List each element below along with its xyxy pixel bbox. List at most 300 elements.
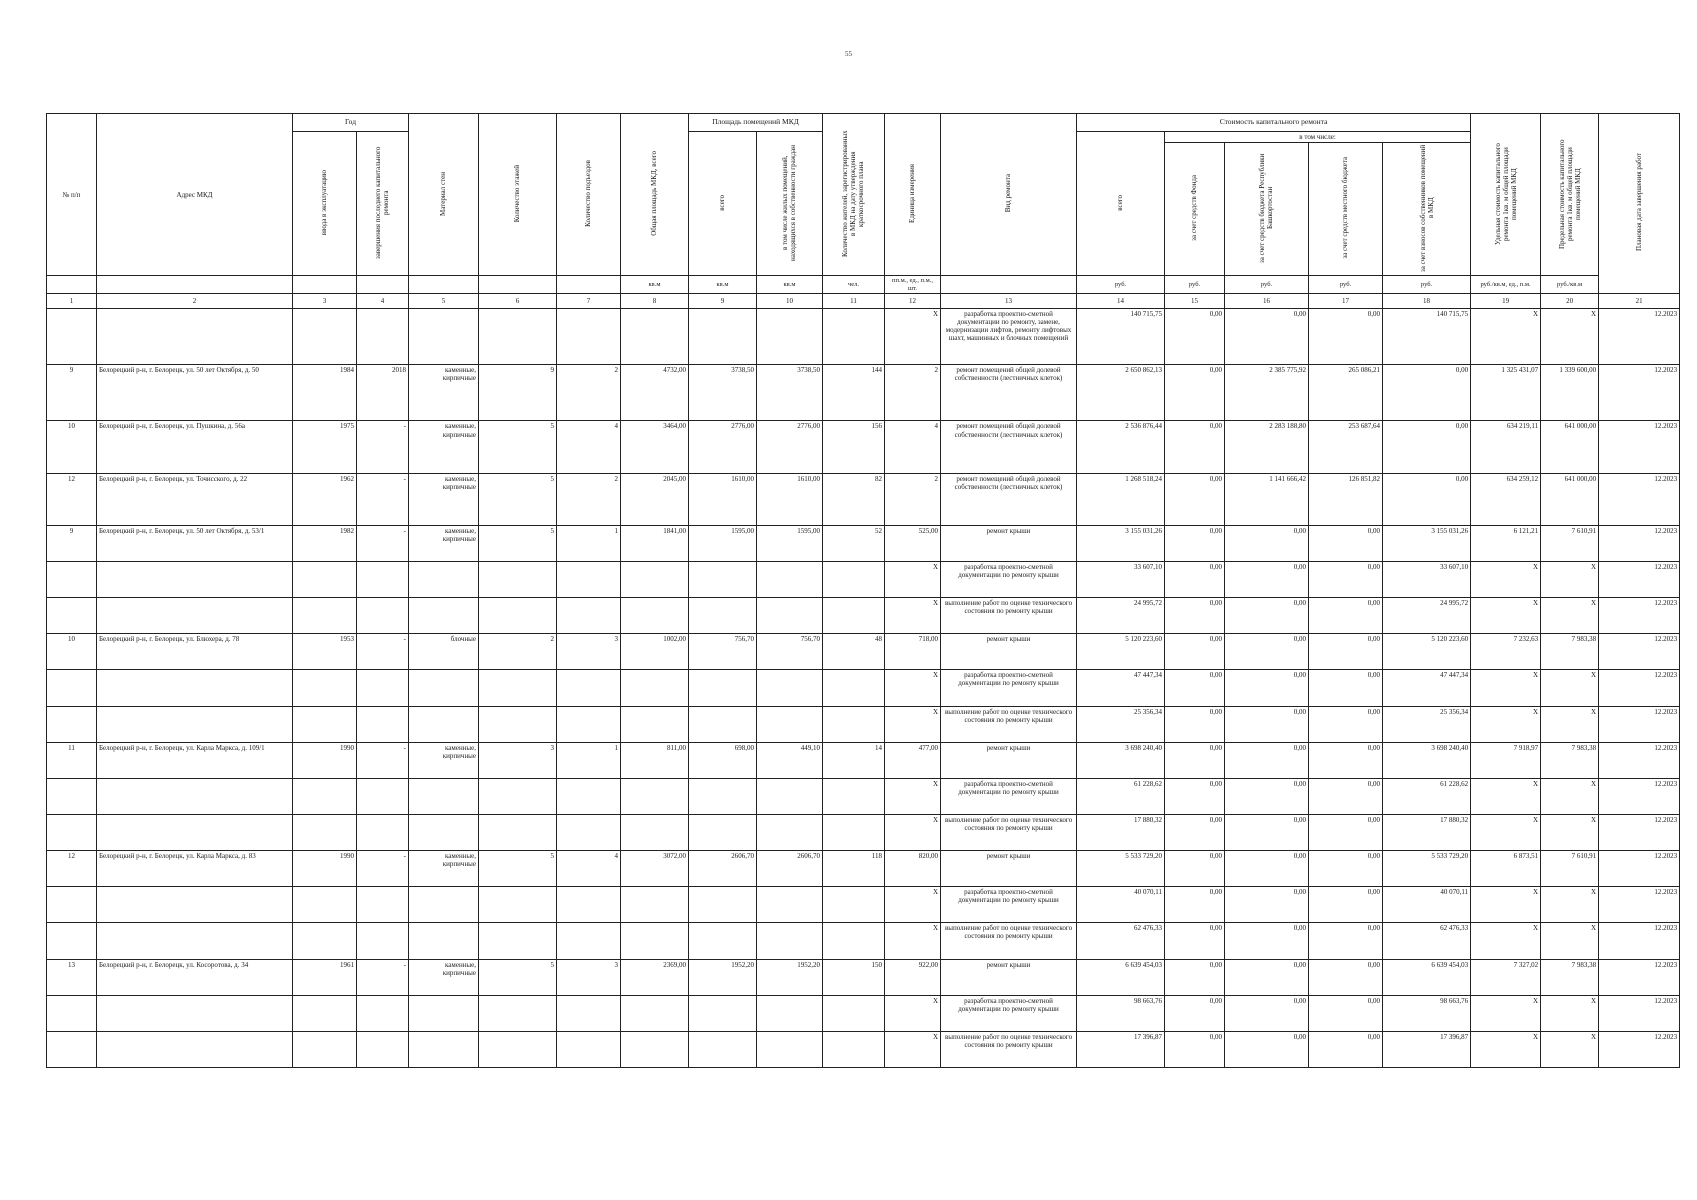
cell-max-cost: 7 983,38 (1541, 634, 1599, 670)
cell-row-number (47, 778, 97, 814)
cell-repair-type: разработка проектно-сметной документации по ремонту, замене, модернизации лифтов, ремонту лифтовых шахт, машинных и блочных помещений (941, 309, 1077, 365)
cell-cost-republic: 0,00 (1225, 309, 1309, 365)
cell-area-owned: 756,70 (757, 634, 823, 670)
cell-total-area: 4732,00 (621, 365, 689, 421)
cell-cost-owners: 5 533 729,20 (1383, 851, 1471, 887)
cell-address (97, 815, 293, 851)
cell-cost-fund: 0,00 (1165, 309, 1225, 365)
column-numbers-row (47, 294, 1680, 309)
cell-unit-cost: X (1471, 815, 1541, 851)
cell-area-total (689, 778, 757, 814)
unit-11: чел. (823, 276, 885, 294)
cell-area-owned (757, 1031, 823, 1067)
cell-cost-republic: 2 283 188,80 (1225, 421, 1309, 473)
cell-total-area (621, 1031, 689, 1067)
cell-row-number (47, 309, 97, 365)
header-plan-date: Плановая дата завершения работ (1599, 114, 1680, 294)
cell-max-cost: 7 610,91 (1541, 851, 1599, 887)
cell-cost-total: 33 607,10 (1077, 562, 1165, 598)
cell-max-cost: X (1541, 309, 1599, 365)
cell-total-area (621, 815, 689, 851)
cell-cost-total: 40 070,11 (1077, 887, 1165, 923)
cell-year-built: 1953 (293, 634, 357, 670)
unit-14: руб. (1077, 276, 1165, 294)
header-no: № п/п (47, 114, 97, 276)
cell-unit-value: X (885, 562, 941, 598)
cell-cost-total: 2 650 862,13 (1077, 365, 1165, 421)
cell-total-area (621, 778, 689, 814)
cell-row-number (47, 1031, 97, 1067)
cell-address: Белорецкий р-н, г. Белорецк, ул. Косоротова, д. 34 (97, 959, 293, 995)
cell-year-repair: - (357, 959, 409, 995)
cell-plan-date: 12.2023 (1599, 1031, 1680, 1067)
cell-cost-republic: 0,00 (1225, 815, 1309, 851)
cell-address: Белорецкий р-н, г. Белорецк, ул. Карла Маркса, д. 109/1 (97, 742, 293, 778)
cell-residents: 14 (823, 742, 885, 778)
header-area-total: всего (689, 132, 757, 276)
cell-cost-owners: 33 607,10 (1383, 562, 1471, 598)
header-area-group: Площадь помещений МКД (689, 114, 823, 132)
cell-plan-date: 12.2023 (1599, 851, 1680, 887)
cell-cost-total: 17 880,32 (1077, 815, 1165, 851)
cell-cost-owners: 98 663,76 (1383, 995, 1471, 1031)
table-row (47, 706, 1680, 742)
cell-cost-total: 6 639 454,03 (1077, 959, 1165, 995)
cell-cost-fund: 0,00 (1165, 525, 1225, 561)
cell-entrances (557, 1031, 621, 1067)
cell-residents: 52 (823, 525, 885, 561)
cell-cost-local: 0,00 (1309, 634, 1383, 670)
cell-repair-type: ремонт помещений общей долевой собственности (лестничных клеток) (941, 421, 1077, 473)
cell-area-total (689, 706, 757, 742)
table-row (47, 923, 1680, 959)
cell-year-repair (357, 815, 409, 851)
cell-repair-type: разработка проектно-сметной документации по ремонту крыши (941, 670, 1077, 706)
cell-cost-local: 0,00 (1309, 923, 1383, 959)
cell-area-owned (757, 887, 823, 923)
cell-year-repair (357, 598, 409, 634)
cell-total-area (621, 670, 689, 706)
cell-cost-total: 5 120 223,60 (1077, 634, 1165, 670)
cell-area-total (689, 815, 757, 851)
cell-area-owned (757, 923, 823, 959)
cell-unit-cost: 7 327,02 (1471, 959, 1541, 995)
cell-residents (823, 309, 885, 365)
cell-cost-fund: 0,00 (1165, 815, 1225, 851)
cell-wall-material: каменные, кирпичные (409, 851, 479, 887)
header-total-area: Общая площадь МКД, всего (621, 114, 689, 276)
cell-area-total: 2776,00 (689, 421, 757, 473)
cell-area-owned (757, 309, 823, 365)
cell-wall-material: каменные, кирпичные (409, 525, 479, 561)
cell-floors (479, 1031, 557, 1067)
unit-15: руб. (1165, 276, 1225, 294)
unit-8: кв.м (621, 276, 689, 294)
cell-residents (823, 923, 885, 959)
cell-unit-value: X (885, 1031, 941, 1067)
cell-wall-material: блочные (409, 634, 479, 670)
cell-row-number (47, 995, 97, 1031)
cell-max-cost: 7 983,38 (1541, 742, 1599, 778)
header-floors: Количество этажей (479, 114, 557, 276)
cell-floors: 3 (479, 742, 557, 778)
cell-year-built: 1982 (293, 525, 357, 561)
cell-area-total (689, 309, 757, 365)
cell-total-area (621, 887, 689, 923)
cell-unit-cost: X (1471, 887, 1541, 923)
cell-wall-material: каменные, кирпичные (409, 365, 479, 421)
cell-plan-date: 12.2023 (1599, 815, 1680, 851)
cell-repair-type: ремонт крыши (941, 959, 1077, 995)
cell-floors: 2 (479, 634, 557, 670)
cell-area-total (689, 562, 757, 598)
cell-year-built: 1990 (293, 742, 357, 778)
cell-year-repair: - (357, 742, 409, 778)
cell-total-area (621, 995, 689, 1031)
capital-repair-table (46, 113, 1680, 1068)
cell-cost-local: 0,00 (1309, 670, 1383, 706)
cell-repair-type: ремонт помещений общей долевой собственности (лестничных клеток) (941, 365, 1077, 421)
unit-16: руб. (1225, 276, 1309, 294)
cell-cost-fund: 0,00 (1165, 1031, 1225, 1067)
cell-residents: 156 (823, 421, 885, 473)
cell-residents: 118 (823, 851, 885, 887)
cell-unit-cost: X (1471, 598, 1541, 634)
cell-row-number: 9 (47, 525, 97, 561)
cell-unit-value: 820,00 (885, 851, 941, 887)
header-cost-group: Стоимость капитального ремонта (1077, 114, 1471, 132)
cell-year-repair (357, 778, 409, 814)
cell-area-owned (757, 562, 823, 598)
column-number: 8 (621, 294, 689, 309)
cell-residents: 150 (823, 959, 885, 995)
cell-plan-date: 12.2023 (1599, 562, 1680, 598)
cell-year-repair (357, 706, 409, 742)
cell-year-built (293, 670, 357, 706)
cell-cost-local: 0,00 (1309, 815, 1383, 851)
cell-cost-owners: 24 995,72 (1383, 598, 1471, 634)
cell-row-number (47, 562, 97, 598)
cell-repair-type: ремонт крыши (941, 851, 1077, 887)
header-wall-material: Материал стен (409, 114, 479, 276)
table-row (47, 365, 1680, 421)
cell-area-owned (757, 670, 823, 706)
cell-cost-owners: 3 155 031,26 (1383, 525, 1471, 561)
column-number: 15 (1165, 294, 1225, 309)
cell-area-total: 698,00 (689, 742, 757, 778)
cell-area-total (689, 598, 757, 634)
cell-unit-value: X (885, 309, 941, 365)
cell-unit-cost: 7 918,97 (1471, 742, 1541, 778)
cell-repair-type: выполнение работ по оценке технического состояния по ремонту крыши (941, 598, 1077, 634)
cell-repair-type: ремонт крыши (941, 634, 1077, 670)
column-number: 3 (293, 294, 357, 309)
cell-max-cost: X (1541, 706, 1599, 742)
cell-cost-fund: 0,00 (1165, 742, 1225, 778)
cell-cost-owners: 3 698 240,40 (1383, 742, 1471, 778)
cell-wall-material: каменные, кирпичные (409, 421, 479, 473)
cell-total-area (621, 309, 689, 365)
cell-year-repair (357, 309, 409, 365)
cell-year-repair: 2018 (357, 365, 409, 421)
cell-area-owned: 1610,00 (757, 473, 823, 525)
cell-cost-republic: 0,00 (1225, 1031, 1309, 1067)
cell-year-repair: - (357, 634, 409, 670)
cell-row-number (47, 706, 97, 742)
cell-address: Белорецкий р-н, г. Белорецк, ул. 50 лет Октября, д. 53/1 (97, 525, 293, 561)
cell-year-built (293, 309, 357, 365)
cell-max-cost: 7 983,38 (1541, 959, 1599, 995)
cell-area-owned (757, 815, 823, 851)
cell-cost-owners: 6 639 454,03 (1383, 959, 1471, 995)
cell-entrances: 2 (557, 473, 621, 525)
cell-unit-cost: X (1471, 706, 1541, 742)
cell-wall-material (409, 923, 479, 959)
cell-entrances: 1 (557, 525, 621, 561)
cell-cost-republic: 0,00 (1225, 598, 1309, 634)
cell-row-number (47, 887, 97, 923)
cell-cost-total: 5 533 729,20 (1077, 851, 1165, 887)
cell-max-cost: 1 339 600,00 (1541, 365, 1599, 421)
cell-residents: 144 (823, 365, 885, 421)
cell-entrances (557, 562, 621, 598)
cell-year-repair: - (357, 525, 409, 561)
cell-residents: 48 (823, 634, 885, 670)
cell-residents: 82 (823, 473, 885, 525)
cell-year-built: 1961 (293, 959, 357, 995)
cell-cost-local: 253 687,64 (1309, 421, 1383, 473)
cell-plan-date: 12.2023 (1599, 742, 1680, 778)
cell-repair-type: разработка проектно-сметной документации по ремонту крыши (941, 778, 1077, 814)
cell-cost-total: 61 228,62 (1077, 778, 1165, 814)
cell-cost-fund: 0,00 (1165, 365, 1225, 421)
column-number: 4 (357, 294, 409, 309)
column-number: 20 (1541, 294, 1599, 309)
column-number: 1 (47, 294, 97, 309)
unit-19: руб./кв.м, ед., п.м. (1471, 276, 1541, 294)
cell-cost-fund: 0,00 (1165, 959, 1225, 995)
unit-20: руб./кв.м (1541, 276, 1599, 294)
cell-unit-cost: X (1471, 995, 1541, 1031)
cell-year-built (293, 598, 357, 634)
column-number: 16 (1225, 294, 1309, 309)
cell-cost-fund: 0,00 (1165, 995, 1225, 1031)
cell-address: Белорецкий р-н, г. Белорецк, ул. Блюхера, д. 78 (97, 634, 293, 670)
cell-repair-type: ремонт помещений общей долевой собственности (лестничных клеток) (941, 473, 1077, 525)
table-row (47, 525, 1680, 561)
cell-entrances (557, 670, 621, 706)
cell-wall-material (409, 309, 479, 365)
cell-max-cost: X (1541, 670, 1599, 706)
cell-unit-value: 718,00 (885, 634, 941, 670)
cell-unit-value: X (885, 887, 941, 923)
cell-row-number: 10 (47, 421, 97, 473)
cell-cost-republic: 0,00 (1225, 742, 1309, 778)
cell-unit-value: 525,00 (885, 525, 941, 561)
cell-cost-republic: 0,00 (1225, 634, 1309, 670)
cell-unit-cost: 6 873,51 (1471, 851, 1541, 887)
table-row (47, 742, 1680, 778)
cell-cost-local: 265 086,21 (1309, 365, 1383, 421)
cell-cost-owners: 62 476,33 (1383, 923, 1471, 959)
cell-floors (479, 995, 557, 1031)
cell-max-cost: X (1541, 778, 1599, 814)
cell-cost-total: 25 356,34 (1077, 706, 1165, 742)
unit-12: пп.м., ед., п.м., шт. (885, 276, 941, 294)
column-number: 10 (757, 294, 823, 309)
cell-unit-cost: X (1471, 562, 1541, 598)
cell-area-owned: 3738,50 (757, 365, 823, 421)
cell-repair-type: разработка проектно-сметной документации по ремонту крыши (941, 887, 1077, 923)
cell-area-total (689, 995, 757, 1031)
cell-max-cost: 7 610,91 (1541, 525, 1599, 561)
cell-cost-local: 0,00 (1309, 309, 1383, 365)
cell-cost-total: 62 476,33 (1077, 923, 1165, 959)
header-cost-republic: за счет средств бюджета Республики Башкортостан (1225, 143, 1309, 276)
cell-max-cost: 641 000,00 (1541, 473, 1599, 525)
cell-repair-type: ремонт крыши (941, 525, 1077, 561)
cell-wall-material (409, 562, 479, 598)
cell-cost-republic: 0,00 (1225, 562, 1309, 598)
table-row (47, 670, 1680, 706)
cell-cost-owners: 140 715,75 (1383, 309, 1471, 365)
cell-unit-cost: 634 219,11 (1471, 421, 1541, 473)
cell-cost-fund: 0,00 (1165, 851, 1225, 887)
cell-cost-fund: 0,00 (1165, 887, 1225, 923)
cell-cost-total: 3 698 240,40 (1077, 742, 1165, 778)
cell-residents (823, 815, 885, 851)
cell-floors (479, 598, 557, 634)
cell-area-owned (757, 706, 823, 742)
cell-row-number (47, 815, 97, 851)
cell-area-total: 2606,70 (689, 851, 757, 887)
cell-year-repair (357, 887, 409, 923)
cell-cost-owners: 0,00 (1383, 365, 1471, 421)
cell-wall-material (409, 670, 479, 706)
header-year-repair: завершения последнего капитального ремонта (357, 132, 409, 276)
cell-cost-owners: 47 447,34 (1383, 670, 1471, 706)
cell-address: Белорецкий р-н, г. Белорецк, ул. Точисского, д. 22 (97, 473, 293, 525)
cell-year-built: 1975 (293, 421, 357, 473)
cell-unit-value: X (885, 598, 941, 634)
cell-max-cost: X (1541, 562, 1599, 598)
cell-unit-value: 922,00 (885, 959, 941, 995)
cell-cost-owners: 5 120 223,60 (1383, 634, 1471, 670)
cell-residents (823, 598, 885, 634)
cell-cost-fund: 0,00 (1165, 598, 1225, 634)
cell-max-cost: X (1541, 598, 1599, 634)
cell-row-number: 11 (47, 742, 97, 778)
cell-repair-type: ремонт крыши (941, 742, 1077, 778)
cell-max-cost: 641 000,00 (1541, 421, 1599, 473)
cell-plan-date: 12.2023 (1599, 309, 1680, 365)
cell-wall-material (409, 887, 479, 923)
cell-cost-total: 24 995,72 (1077, 598, 1165, 634)
cell-cost-total: 98 663,76 (1077, 995, 1165, 1031)
cell-row-number (47, 670, 97, 706)
cell-address: Белорецкий р-н, г. Белорецк, ул. 50 лет Октября, д. 50 (97, 365, 293, 421)
cell-cost-republic: 0,00 (1225, 670, 1309, 706)
cell-entrances (557, 598, 621, 634)
cell-year-built (293, 562, 357, 598)
table-row (47, 995, 1680, 1031)
cell-entrances: 3 (557, 634, 621, 670)
cell-entrances (557, 995, 621, 1031)
cell-area-owned (757, 598, 823, 634)
cell-area-owned: 2606,70 (757, 851, 823, 887)
cell-cost-local: 0,00 (1309, 995, 1383, 1031)
cell-row-number: 12 (47, 473, 97, 525)
header-incl: в том числе: (1165, 132, 1471, 143)
cell-total-area (621, 562, 689, 598)
cell-floors: 5 (479, 525, 557, 561)
cell-floors: 5 (479, 959, 557, 995)
cell-entrances (557, 778, 621, 814)
cell-year-repair: - (357, 421, 409, 473)
header-cost-owners: за счет взносов собственников помещений в МКД (1383, 143, 1471, 276)
table-row (47, 421, 1680, 473)
cell-entrances: 1 (557, 742, 621, 778)
cell-year-repair: - (357, 473, 409, 525)
column-number: 2 (97, 294, 293, 309)
table-row (47, 598, 1680, 634)
cell-total-area: 2369,00 (621, 959, 689, 995)
cell-plan-date: 12.2023 (1599, 923, 1680, 959)
cell-cost-republic: 0,00 (1225, 923, 1309, 959)
cell-year-built (293, 995, 357, 1031)
header-unit: Единица измерения (885, 114, 941, 276)
cell-cost-fund: 0,00 (1165, 634, 1225, 670)
table-row (47, 959, 1680, 995)
header-area-owned: в том числе жилых помещений, находящихся в собственности граждан (757, 132, 823, 276)
table-row (47, 887, 1680, 923)
cell-residents (823, 778, 885, 814)
cell-unit-value: X (885, 706, 941, 742)
cell-unit-cost: 1 325 431,07 (1471, 365, 1541, 421)
cell-year-repair (357, 995, 409, 1031)
cell-floors (479, 923, 557, 959)
cell-address (97, 309, 293, 365)
cell-row-number: 9 (47, 365, 97, 421)
cell-floors (479, 706, 557, 742)
cell-unit-value: X (885, 778, 941, 814)
cell-year-built (293, 706, 357, 742)
cell-floors: 5 (479, 421, 557, 473)
cell-cost-republic: 0,00 (1225, 995, 1309, 1031)
cell-address (97, 562, 293, 598)
cell-cost-total: 47 447,34 (1077, 670, 1165, 706)
cell-cost-owners: 17 880,32 (1383, 815, 1471, 851)
cell-cost-republic: 1 141 666,42 (1225, 473, 1309, 525)
cell-cost-total: 140 715,75 (1077, 309, 1165, 365)
cell-floors (479, 670, 557, 706)
cell-area-total: 3738,50 (689, 365, 757, 421)
cell-address (97, 706, 293, 742)
cell-area-owned: 2776,00 (757, 421, 823, 473)
cell-max-cost: X (1541, 923, 1599, 959)
cell-year-built: 1984 (293, 365, 357, 421)
column-number: 21 (1599, 294, 1680, 309)
cell-cost-fund: 0,00 (1165, 473, 1225, 525)
table-row (47, 815, 1680, 851)
cell-wall-material (409, 778, 479, 814)
cell-cost-fund: 0,00 (1165, 778, 1225, 814)
cell-cost-local: 0,00 (1309, 742, 1383, 778)
cell-unit-cost: 7 232,63 (1471, 634, 1541, 670)
cell-cost-total: 2 536 876,44 (1077, 421, 1165, 473)
cell-repair-type: выполнение работ по оценке технического состояния по ремонту крыши (941, 923, 1077, 959)
cell-plan-date: 12.2023 (1599, 525, 1680, 561)
